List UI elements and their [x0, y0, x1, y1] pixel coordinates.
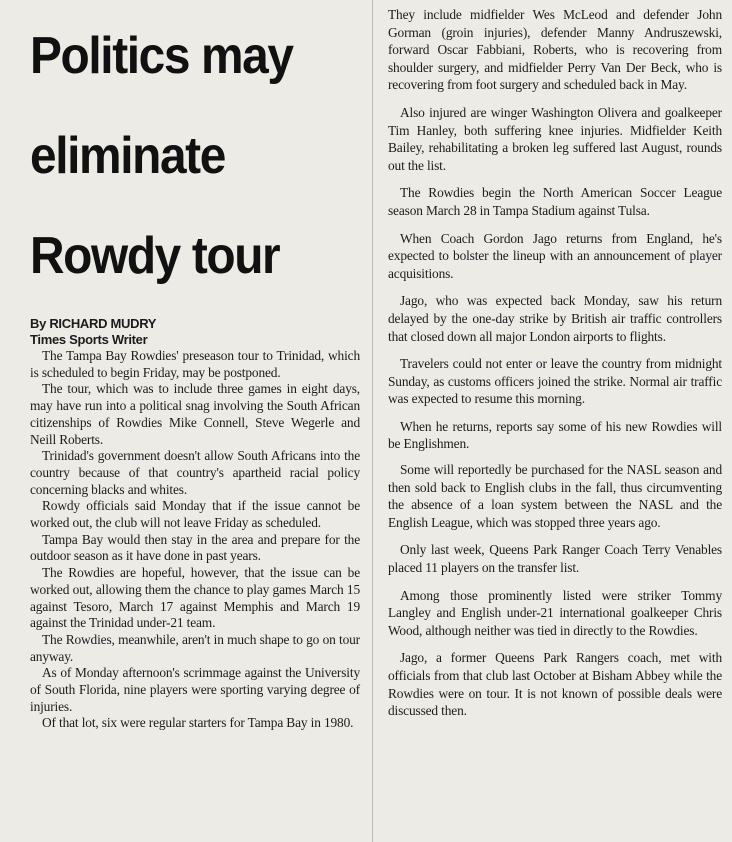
- byline-title: Times Sports Writer: [30, 332, 148, 347]
- paragraph: Jago, who was expected back Monday, saw his return delayed by the one-day strike by British air traffic controllers that closed down all major London airports to flights.: [388, 293, 722, 344]
- paragraph: The Rowdies are hopeful, however, that the issue can be worked out, allowing them the chance to play games March 15 against Tesoro, March 17 against Memphis and March 19 against the Trinidad under-21 team.: [30, 565, 360, 631]
- paragraph: Jago, a former Queens Park Rangers coach, met with officials from that club last October at Bisham Abbey while the Rowdies were on tour. It is not known of possible deals were discussed then.: [388, 650, 722, 719]
- paragraph: Rowdy officials said Monday that if the issue cannot be worked out, the club will not leave Friday as scheduled.: [30, 498, 360, 531]
- byline: [30, 316, 360, 348]
- left-article-body: [30, 348, 360, 732]
- paragraph: The Rowdies, meanwhile, aren't in much shape to go on tour anyway.: [30, 631, 360, 664]
- headline-line-3: Rowdy tour: [30, 227, 280, 285]
- paragraph: Also injured are winger Washington Olivera and goalkeeper Tim Hanley, both suffering knee injuries. Midfielder Keith Bailey, rehabilitating a broken leg suffered last August, rounds out the list.: [388, 104, 722, 173]
- paragraph: The Tampa Bay Rowdies' preseason tour to Trinidad, which is scheduled to begin Friday, may be postponed.: [30, 348, 360, 380]
- right-column: [388, 0, 722, 842]
- paragraph: Travelers could not enter or leave the country from midnight Sunday, as customs officers joined the strike. Normal air traffic was expected to resume this morning.: [388, 356, 722, 407]
- headline-line-1: Politics may: [30, 27, 293, 85]
- paragraph: When he returns, reports say some of his new Rowdies will be Englishmen.: [388, 418, 722, 452]
- paragraph: Some will reportedly be purchased for the NASL season and then sold back to English clubs in the fall, thus circumventing the absence of a loan system between the NASL and the English League, which was stopped three years ago.: [388, 462, 722, 530]
- paragraph: Among those prominently listed were striker Tommy Langley and English under-21 international goalkeeper Chris Wood, although neither was tied in directly to the Rowdies.: [388, 587, 722, 638]
- paragraph: The Rowdies begin the North American Soccer League season March 28 in Tampa Stadium against Tulsa.: [388, 185, 722, 218]
- right-article-body: [388, 0, 722, 720]
- left-column: [30, 0, 360, 842]
- paragraph: Trinidad's government doesn't allow South Africans into the country because of that country's apartheid racial policy concerning blacks and whites.: [30, 448, 360, 497]
- column-divider: [372, 0, 373, 842]
- paragraph: Tampa Bay would then stay in the area and prepare for the outdoor season as it have done in past years.: [30, 531, 360, 564]
- paragraph: Of that lot, six were regular starters for Tampa Bay in 1980.: [42, 715, 354, 731]
- paragraph: When Coach Gordon Jago returns from England, he's expected to bolster the lineup with an announcement of player acquisitions.: [388, 230, 722, 281]
- paragraph: As of Monday afternoon's scrimmage against the University of South Florida, nine players were sporting varying degree of injuries.: [30, 665, 360, 714]
- byline-author: By RICHARD MUDRY: [30, 316, 157, 331]
- paragraph: Only last week, Queens Park Ranger Coach Terry Venables placed 11 players on the transfer list.: [388, 542, 722, 576]
- headline-line-2: eliminate: [30, 127, 225, 185]
- paragraph: They include midfielder Wes McLeod and defender John Gorman (groin injuries), defender Manny Andruszewski, forward Oscar Fabbiani, Roberts, who is recovering from shoulder surgery, and midfielder Perry Van Der Beck, who is recovering from foot surgery and scheduled back in May.: [388, 7, 722, 93]
- headline: [30, 0, 334, 310]
- paragraph: The tour, which was to include three games in eight days, may have run into a political snag involving the South African citizenships of Rowdies Mike Connell, Steve Wegerle and Neill Roberts.: [30, 381, 360, 447]
